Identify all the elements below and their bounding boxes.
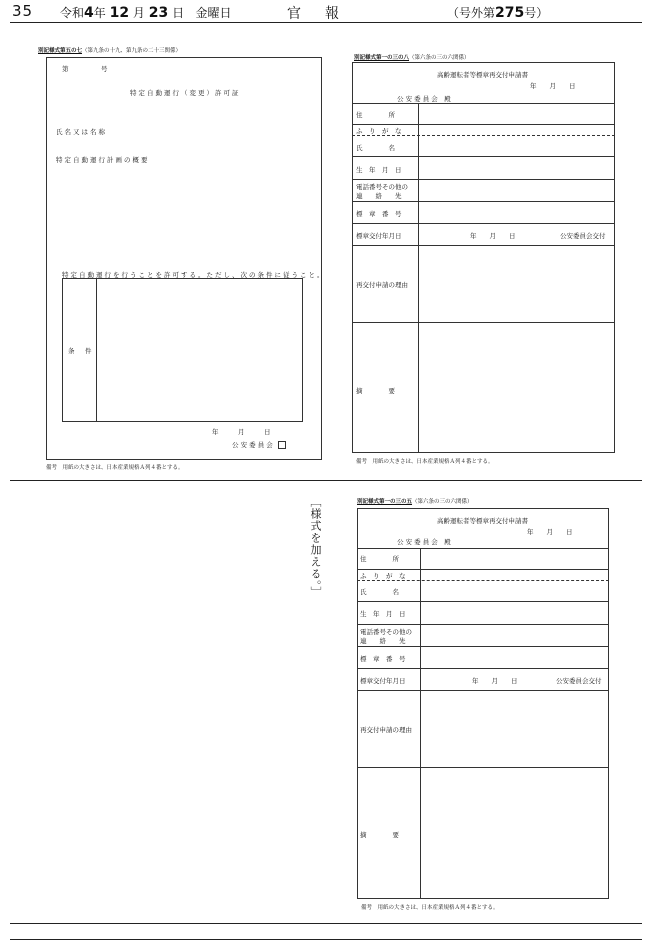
form-c-remarks-label: 摘 要: [360, 831, 399, 839]
form-b-rule: [352, 156, 615, 157]
form-a-tag: 別記様式第五の七: [38, 48, 83, 54]
form-b-rule: [352, 245, 615, 246]
form-c-rule: [357, 569, 609, 570]
form-c-issue-date-label: 標章交付年月日: [360, 677, 406, 685]
form-c-tag-line: [357, 497, 473, 505]
form-a-commission: [232, 440, 286, 449]
date-weekday: 金曜日: [195, 6, 232, 20]
form-b-dashed-rule: [352, 135, 615, 136]
form-a-plan-label: 特定自動運行計画の概要: [56, 156, 150, 164]
form-b-badge-label: 標 章 番 号: [356, 210, 402, 218]
form-a-date-label: 年 月 日: [212, 428, 271, 436]
form-c-rule: [357, 646, 609, 647]
form-b-column-divider: [418, 103, 419, 453]
form-c-rule: [357, 668, 609, 669]
header-rule: [10, 22, 642, 23]
form-b-reason-label: 再交付申請の理由: [356, 281, 408, 289]
form-c-title: 高齢運転者等標章再交付申請書: [437, 517, 528, 525]
issue-number-value: 275: [495, 5, 525, 21]
form-b-rule: [352, 322, 615, 323]
issue-prefix: （号外第: [447, 6, 496, 20]
form-c-rule: [357, 624, 609, 625]
form-c-furigana-label: ふ り が な: [360, 572, 406, 580]
form-c-dashed-rule: [357, 580, 609, 581]
form-b-remarks-label: 摘 要: [356, 387, 395, 395]
gazette-title: 官報: [287, 6, 363, 22]
form-c-date-label: 年 月 日: [527, 528, 573, 536]
form-b-name-label: 氏 名: [356, 144, 395, 152]
form-c-address-label: 住 所: [360, 555, 399, 563]
form-c-tag: 別記様式第一の三の五: [357, 499, 413, 505]
form-a-tag-note: （第九条の十九、第九条の二十三関係）: [82, 48, 182, 54]
form-a-name-label: 氏名又は名称: [56, 128, 107, 136]
issue-date: [60, 4, 232, 22]
issue-number: [447, 4, 548, 22]
form-c-column-divider: [420, 548, 421, 899]
form-c-rule: [357, 690, 609, 691]
form-b-rule: [352, 179, 615, 180]
form-c-rule: [357, 767, 609, 768]
form-b-birth-label: 生 年 月 日: [356, 166, 402, 174]
form-b-title: 高齢運転者等標章再交付申請書: [437, 71, 528, 79]
form-a-commission-label: 公 安 委 員 会: [232, 441, 273, 449]
form-a-title: 特定自動運行（変更）許可証: [130, 89, 241, 97]
footer-rule: [10, 939, 642, 940]
form-c-birth-label: 生 年 月 日: [360, 610, 406, 618]
form-a-condition-box: [62, 278, 303, 422]
form-b-commission-label: 公 安 委 員 会 殿: [397, 95, 451, 103]
issue-suffix: 号）: [524, 6, 549, 20]
form-c-badge-label: 標 章 番 号: [360, 655, 406, 663]
bottom-rule: [10, 923, 642, 924]
form-c-issuer: 公安委員会交付: [556, 677, 602, 685]
form-b-rule: [352, 124, 615, 125]
form-b-phone-label-1: 電話番号その他の: [356, 183, 408, 191]
form-b-issue-date-value: 年 月 日: [470, 232, 516, 240]
form-b-rule: [352, 223, 615, 224]
form-a-condition-divider: [96, 278, 97, 422]
form-c-commission-label: 公 安 委 員 会 殿: [397, 538, 451, 546]
form-c-name-label: 氏 名: [360, 588, 399, 596]
amendment-note: ［様式を加える。］: [309, 496, 322, 599]
form-c-issue-date-value: 年 月 日: [472, 677, 518, 685]
date-month: 12: [109, 5, 130, 21]
date-month-unit: 月: [132, 6, 145, 20]
form-c-tag-note: （第六条の三の六関係）: [412, 499, 473, 505]
form-c-rule: [357, 548, 609, 549]
form-a-tag-line: [38, 46, 181, 54]
form-b-tag-line: [354, 53, 470, 61]
form-c-phone-label-1: 電話番号その他の: [360, 628, 412, 636]
form-b-furigana-label: ふ り が な: [356, 127, 402, 135]
date-era: 令和: [60, 6, 85, 20]
form-b-tag: 別記様式第一の三の八: [354, 55, 410, 61]
form-b-note: 備考 用紙の大きさは、日本産業規格Ａ列４番とする。: [356, 459, 494, 465]
form-b-address-label: 住 所: [356, 111, 395, 119]
date-year-unit: 年: [93, 6, 106, 20]
form-b-rule: [352, 103, 615, 104]
form-c-frame: [357, 508, 609, 899]
form-c-reason-label: 再交付申請の理由: [360, 726, 412, 734]
middle-rule: [10, 480, 642, 481]
form-a-permit-text: 特定自動運行を行うことを許可する。ただし、次の条件に従うこと。: [62, 271, 326, 279]
seal-mark-icon: [278, 441, 286, 449]
form-c-note: 備考 用紙の大きさは、日本産業規格Ａ列４番とする。: [361, 905, 499, 911]
form-c-rule: [357, 601, 609, 602]
form-b-issuer: 公安委員会交付: [560, 232, 606, 240]
form-a-condition-label: 条 件: [68, 347, 94, 355]
date-day: 23: [148, 5, 169, 21]
form-b-date-label: 年 月 日: [530, 82, 576, 90]
form-b-phone-label-2: 連 絡 先: [356, 192, 402, 200]
form-b-rule: [352, 201, 615, 202]
date-year: 4: [84, 5, 94, 21]
page-number: 35: [12, 2, 34, 20]
form-a-number-label: 第 号: [62, 65, 108, 73]
form-c-phone-label-2: 連 絡 先: [360, 637, 406, 645]
form-a-note: 備考 用紙の大きさは、日本産業規格Ａ列４番とする。: [46, 465, 184, 471]
form-b-tag-note: （第六条の三の六関係）: [409, 55, 470, 61]
form-b-issue-date-label: 標章交付年月日: [356, 232, 402, 240]
date-day-unit: 日: [172, 6, 185, 20]
